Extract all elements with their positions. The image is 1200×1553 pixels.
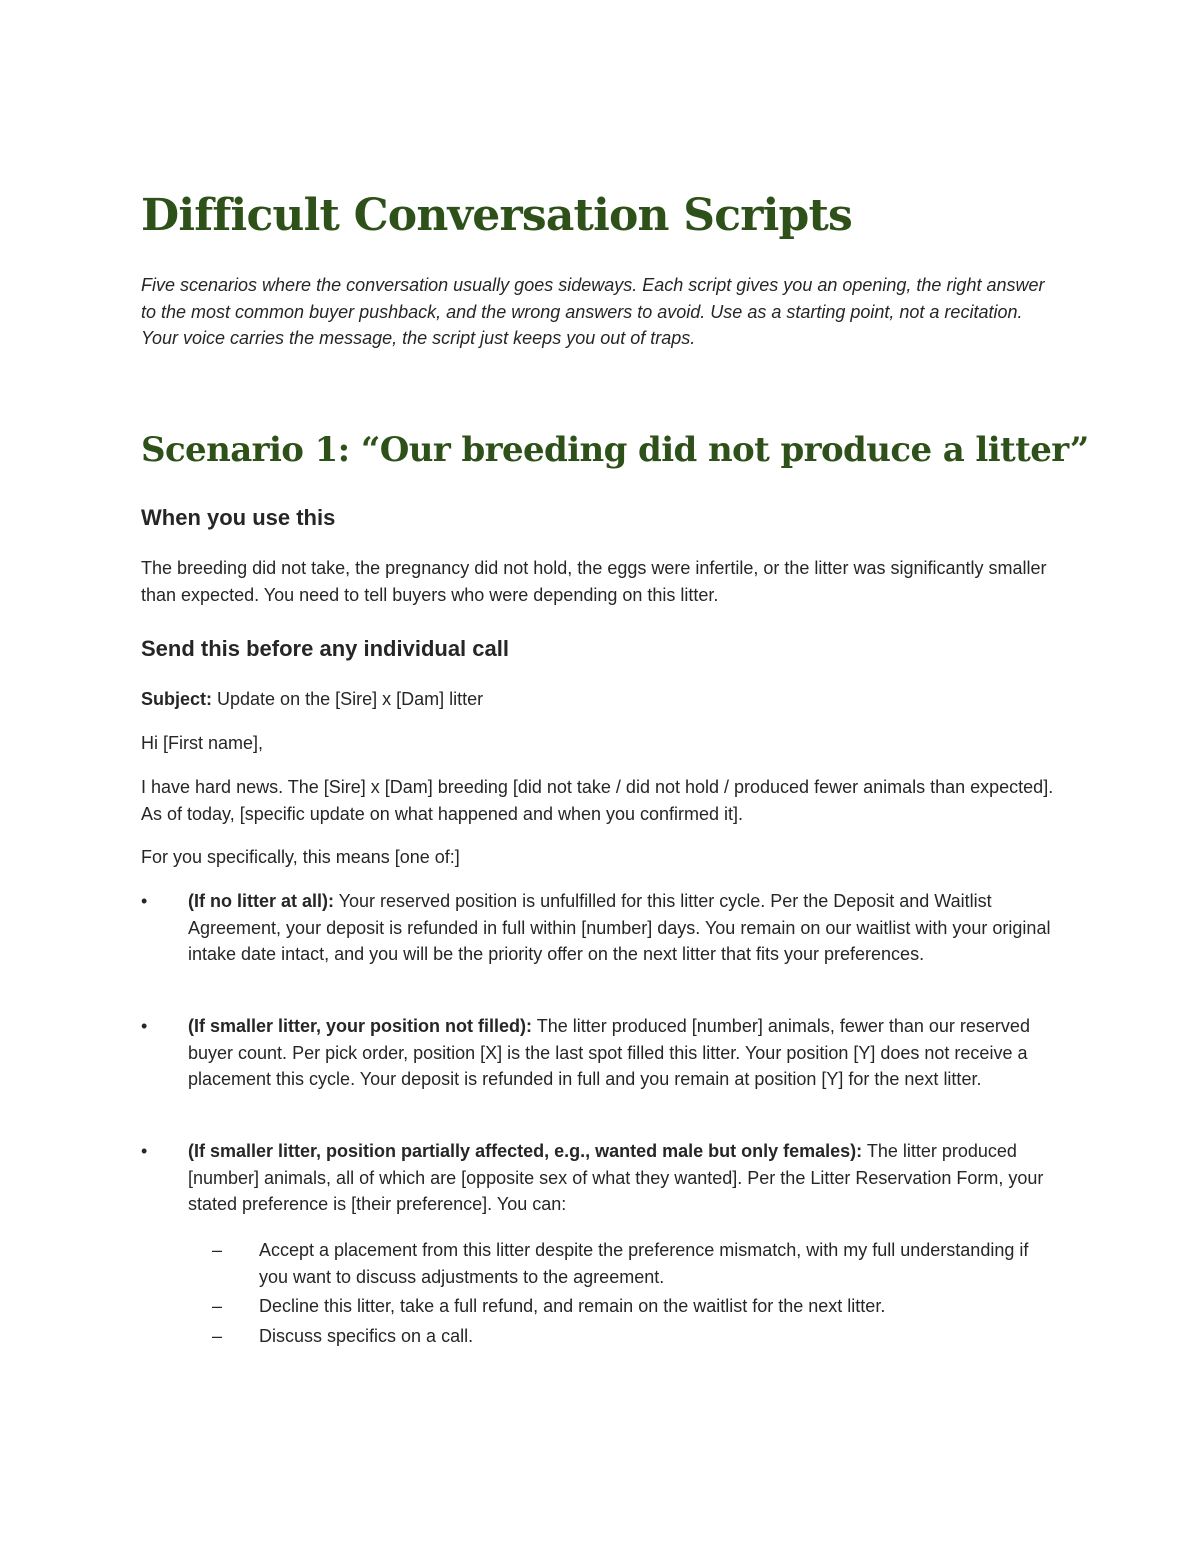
bullet-label: (If smaller litter, your position not filled): [188,1016,533,1036]
option-text: Discuss specifics on a call. [259,1326,474,1346]
option-text: Accept a placement from this litter despite the preference mismatch, with my full understanding if you want to discuss adjustments to the agreement. [259,1240,1029,1287]
option-text: Decline this litter, take a full refund, and remain on the waitlist for the next litter. [259,1296,886,1316]
dash-marker: – [212,1326,223,1346]
email-news-paragraph: I have hard news. The [Sire] x [Dam] breeding [did not take / did not hold / produced fewer animals than expected]. As of today, [specific update on what happened and when you confirmed it]. [141,777,1054,824]
when-you-use-this-heading: When you use this [141,505,336,530]
document-title: Difficult Conversation Scripts [141,190,852,241]
dash-marker: – [212,1296,223,1316]
email-for-you-line: For you specifically, this means [one of:] [141,847,460,867]
subject-text: Update on the [Sire] x [Dam] litter [212,689,484,709]
email-greeting: Hi [First name], [141,733,264,753]
dash-marker: – [212,1240,223,1260]
bullet-body: The litter produced [number] animals, all of which are [opposite sex of what they wanted]. Per the Litter Reservation Form, your stated preference is [their preference]. You can: [188,1141,1044,1214]
email-subject-line [141,686,1061,713]
bullet-body: Your reserved position is unfulfilled for this litter cycle. Per the Deposit and Waitlist Agreement, your deposit is refunded in full within [number] days. You remain on our waitlist with your original intake date intact, and you will be the priority offer on the next litter that fits your preferences. [188,891,1051,964]
bullet-text [188,1138,1063,1218]
send-this-heading: Send this before any individual call [141,636,509,661]
bullet-label: (If no litter at all): [188,891,334,911]
subject-label: Subject: [141,689,213,709]
bullet-body: The litter produced [number] animals, fewer than our reserved buyer count. Per pick order, position [X] is the last spot filled this litter. Your position [Y] does not receive a placement this cycle. Your deposit is refunded in full and you remain at position [Y] for the next litter. [188,1016,1030,1089]
bullet-label: (If smaller litter, position partially affected, e.g., wanted male but only females): [188,1141,863,1161]
when-you-use-this-text: The breeding did not take, the pregnancy did not hold, the eggs were infertile, or the litter was significantly smaller than expected. You need to tell buyers who were depending on this litter. [141,558,1047,605]
bullet-text [188,888,1063,968]
scenario-1-heading: Scenario 1: “Our breeding did not produce a litter” [141,430,1089,470]
bullet-marker: • [141,1141,148,1161]
bullet-text [188,1013,1063,1093]
bullet-marker: • [141,891,148,911]
intro-paragraph: Five scenarios where the conversation usually goes sideways. Each script gives you an opening, the right answer to the most common buyer pushback, and the wrong answers to avoid. Use as a starting point, not a recitation. Your voice carries the message, the script just keeps you out of traps. [141,275,1045,348]
bullet-marker: • [141,1016,148,1036]
